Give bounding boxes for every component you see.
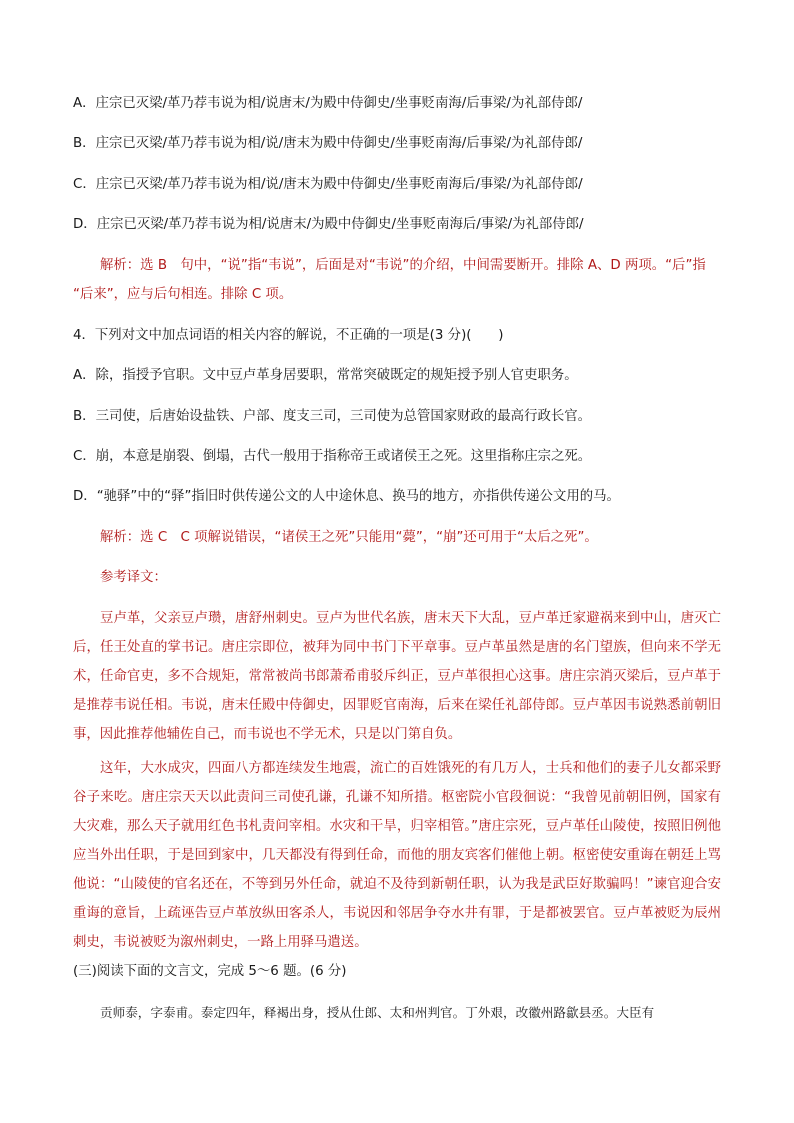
translation-paragraph-2 [73,754,721,957]
translation-p2-text: 这年，大水成灾，四面八方都连续发生地震，流亡的百姓饿死的有几万人，士兵和他们的妻子儿女都采野谷子来吃。唐庄宗天天以此责问三司使孔谦，孔谦不知所措。枢密院小官段徊说：“我曾见前朝旧例，国家有大灾难，那么天子就用红色书札责问宰相。水灾和干旱，归宰相管。”唐庄宗死，豆卢革任山陵使，按照旧例他应当外出任职，于是回到家中，几天都没有得到任命，而他的朋友宾客们催他上朝。枢密使安重诲在朝廷上骂他说：“山陵使的官名还在，不等到另外任命，就迫不及待到新朝任职，认为我是武臣好欺骗吗！”谏官迎合安重诲的意旨，上疏诬告豆卢革放纵田客杀人，韦说因和邻居争夺水井有罪，于是都被罢官。豆卢革被贬为辰州刺史，韦说被贬为溆州刺史，一路上用驿马遣送。 [73,761,721,950]
translation-heading: 参考译文： [100,570,167,585]
translation-p1-text: 豆卢革，父亲豆卢瓒，唐舒州刺史。豆卢为世代名族，唐末天下大乱，豆卢革迁家避祸来到中山，唐灭亡后，任王处直的掌书记。唐庄宗即位，被拜为同中书门下平章事。豆卢革虽然是唐的名门望族，但向来不学无术，任命官吏，多不合规矩，常常被尚书郎萧希甫驳斥纠正，豆卢革很担心这事。唐庄宗消灭梁后，豆卢革于是推荐韦说任相。韦说，唐末任殿中侍御史，因罪贬官南海，后来在梁任礼部侍郎。豆卢革因韦说熟悉前朝旧事，因此推荐他辅佐自己，而韦说也不学无术，只是以门第自负。 [73,611,721,742]
q4-option-a: A．除，指授予官职。文中豆卢革身居要职，常常突破既定的规矩授予别人官吏职务。 [73,368,578,383]
translation-paragraph-1 [73,604,721,749]
section3-heading: (三)阅读下面的文言文，完成 5～6 题。(6 分) [73,964,347,979]
q4-analysis: 解析：选 C C 项解说错误，“诸侯王之死”只能用“薨”，“崩”还可用于“太后之死”。 [100,530,598,545]
q4-option-b: B．三司使，后唐始设盐铁、户部、度支三司，三司使为总管国家财政的最高行政长官。 [73,409,592,424]
q4-stem: 4．下列对文中加点词语的相关内容的解说，不正确的一项是(3 分)( ) [73,328,504,343]
q4-option-d: D．“驰驿”中的“驿”指旧时供传递公文的人中途休息、换马的地方，亦指供传递公文用的马。 [73,489,620,504]
q3-option-b: B．庄宗已灭梁/革乃荐韦说为相/说/唐末为殿中侍御史/坐事贬南海/后事梁/为礼部侍郎/ [73,136,583,151]
q3-analysis-line1: 解析：选 B 句中，“说”指“韦说”，后面是对“韦说”的介绍，中间需要断开。排除 A、D 两项。“后”指 [100,258,706,273]
q3-option-a: A．庄宗已灭梁/革乃荐韦说为相/说唐末/为殿中侍御史/坐事贬南海/后事梁/为礼部侍郎/ [73,96,583,111]
section3-text-first-line: 贡师泰，字泰甫。泰定四年，释褐出身，授从仕郎、太和州判官。丁外艰，改徽州路歙县丞。大臣有 [100,1005,655,1020]
q3-option-c: C．庄宗已灭梁/革乃荐韦说为相/说/唐末为殿中侍御史/坐事贬南海后/事梁/为礼部侍郎/ [73,177,583,192]
q4-option-c: C．崩，本意是崩裂、倒塌，古代一般用于指称帝王或诸侯王之死。这里指称庄宗之死。 [73,449,592,464]
q3-option-d: D．庄宗已灭梁/革乃荐韦说为相/说唐末/为殿中侍御史/坐事贬南海后/事梁/为礼部侍郎/ [73,217,584,232]
q3-analysis-line2: “后来”，应与后句相连。排除 C 项。 [73,287,293,302]
